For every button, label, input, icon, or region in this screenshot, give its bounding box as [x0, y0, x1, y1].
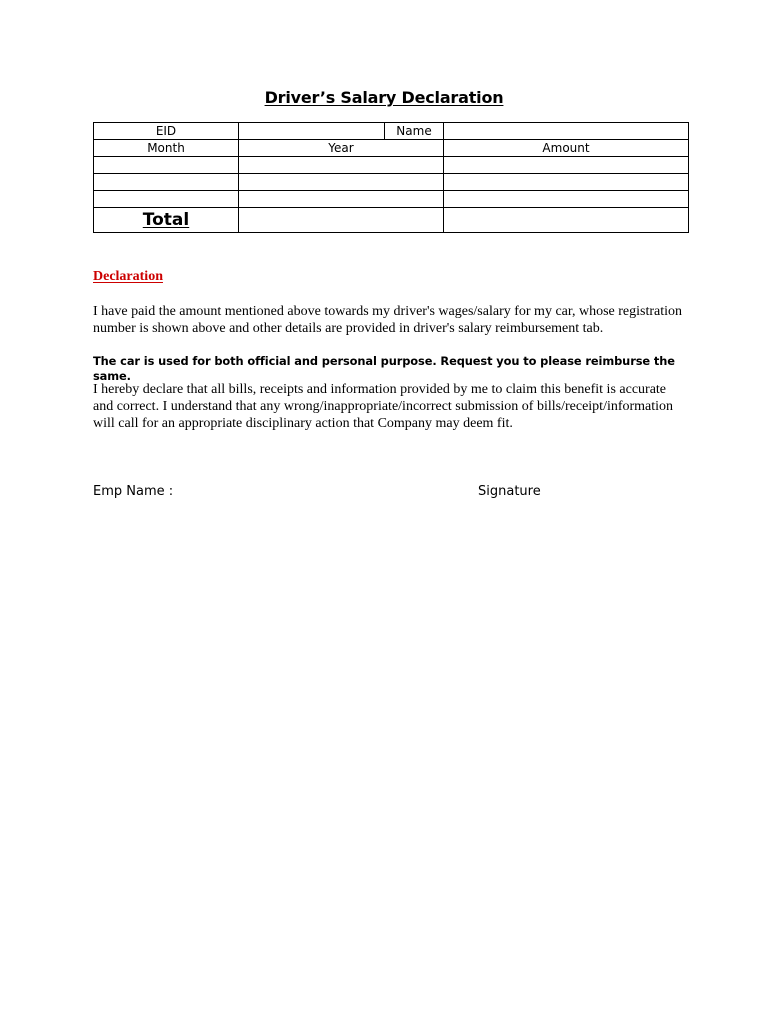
month-cell[interactable] — [94, 191, 239, 208]
declaration-paragraph-1: I have paid the amount mentioned above towards my driver's wages/salary for my car, whose registration number is shown above and other details are provided in driver's salary reimbursement tab. — [93, 304, 683, 336]
declaration-heading: Declaration — [93, 269, 163, 284]
emp-name-label: Emp Name : — [93, 484, 174, 499]
month-cell[interactable] — [94, 157, 239, 174]
table-row — [94, 157, 689, 174]
declaration-bold-statement: The car is used for both official and personal purpose. Request you to please reimburse the same. — [93, 354, 675, 383]
total-label: Total — [142, 209, 190, 230]
salary-form-table — [93, 122, 689, 233]
total-label-cell — [94, 208, 239, 233]
total-row — [94, 208, 689, 233]
year-cell[interactable] — [239, 157, 444, 174]
name-value-cell[interactable] — [444, 123, 689, 140]
column-header-row — [94, 140, 689, 157]
name-label: Name — [385, 123, 444, 140]
month-header: Month — [94, 140, 239, 157]
total-year-cell[interactable] — [239, 208, 444, 233]
amount-header: Amount — [444, 140, 689, 157]
eid-value-cell[interactable] — [239, 123, 385, 140]
year-header: Year — [239, 140, 444, 157]
amount-cell[interactable] — [444, 191, 689, 208]
eid-label: EID — [94, 123, 239, 140]
year-cell[interactable] — [239, 191, 444, 208]
page-title: Driver’s Salary Declaration — [264, 88, 504, 107]
year-cell[interactable] — [239, 174, 444, 191]
table-row — [94, 174, 689, 191]
table-row — [94, 191, 689, 208]
month-cell[interactable] — [94, 174, 239, 191]
eid-name-row — [94, 123, 689, 140]
amount-cell[interactable] — [444, 174, 689, 191]
total-amount-cell[interactable] — [444, 208, 689, 233]
amount-cell[interactable] — [444, 157, 689, 174]
signature-label: Signature — [478, 484, 541, 499]
declaration-paragraph-2: I hereby declare that all bills, receipts and information provided by me to claim this benefit is accurate and correct. I understand that any wrong/inappropriate/incorrect submission of bills/receipt/information will call for an appropriate disciplinary action that Company may deem fit. — [93, 382, 674, 431]
